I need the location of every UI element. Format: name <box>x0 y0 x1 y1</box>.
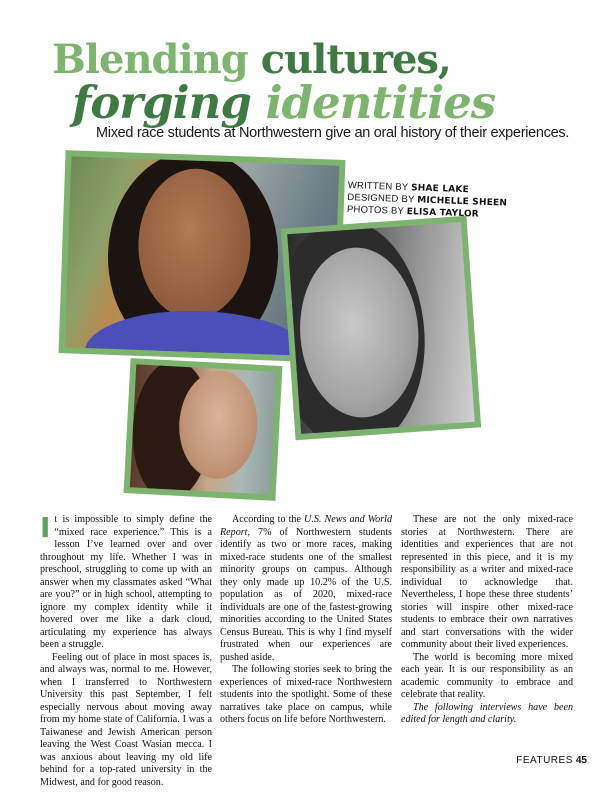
paragraph-2: Feeling out of place in most spaces is, and always was, normal to me. However, when I transferred to Northwestern University this past September, I felt especially nervous about moving away from my home state of California. I was a Taiwanese and Jewish American person leaving the West Coast Wasian mecca. I was anxious about leaving my old life behind for a top-rated university in the Midwest, and for good reason. <box>40 651 212 788</box>
paragraph-1-text: t is impossible to simply define the “mixed race experience.” This is a lesson I’ve learned over and over throughout my life. Whether I was in preschool, struggling to come up with an answer when my classmates asked “What are you?” or in high school, attempting to ignore my complex identity while it hovered over me like a dark cloud, articulating my experience has always been a struggle. <box>40 514 212 650</box>
credit-photographer-label: PHOTOS BY <box>346 203 405 217</box>
headline-word-cultures: cultures, <box>260 36 451 83</box>
credit-photographer-name: ELISA TAYLOR <box>406 207 480 220</box>
body-column-3 <box>401 514 573 727</box>
body-column-1 <box>40 511 212 789</box>
paragraph-3-text-a: According to the <box>232 514 305 525</box>
credit-designer-name: MICHELLE SHEEN <box>416 195 508 209</box>
page-number: 45 <box>575 755 587 766</box>
paragraph-1 <box>40 511 212 652</box>
subheadline: Mixed race students at Northwestern give an oral history of their experiences. <box>96 125 570 141</box>
photo-student-three-image <box>130 364 276 494</box>
photo-student-two <box>281 216 481 440</box>
paragraph-3-publication: U.S. News and World Report <box>220 514 393 538</box>
photo-student-three <box>124 358 283 501</box>
credits <box>347 180 508 222</box>
editor-note: The following interviews have been edited for length and clarity. <box>401 701 573 725</box>
headline-word-identities: identities <box>265 76 496 129</box>
credit-designer-label: DESIGNED BY <box>347 191 415 206</box>
credit-writer-label: WRITTEN BY <box>347 180 409 194</box>
page-footer <box>516 755 587 766</box>
paragraph-3 <box>220 514 392 664</box>
drop-cap: I <box>40 511 51 544</box>
body-column-2 <box>220 514 392 727</box>
photo-student-two-image <box>287 222 475 434</box>
photo-student-one-shirt <box>83 307 316 357</box>
headline-word-blending: Blending <box>52 36 248 83</box>
headline-word-forging: forging <box>72 76 251 129</box>
footer-section-name: FEATURES <box>516 755 573 766</box>
credit-writer-name: SHAE LAKE <box>410 183 470 196</box>
paragraph-6: The world is becoming more mixed each year. It is our responsibility as an academic community to embrace and celebrate that reality. <box>401 651 573 700</box>
paragraph-4: The following stories seek to bring the experiences of mixed-race Northwestern students into the spotlight. Some of these narratives take place on campus, while others focus on life before Northwestern. <box>220 664 392 725</box>
paragraph-3-text-b: , 7% of Northwestern students identify as two or more races, making mixed-race students one of the smallest minority groups on campus. Although they only made up 10.2% of the U.S. population as of 2020, mixed-race individuals are one of the fastest-growing minorities according to the United States Census Bureau. This is why I find myself frustrated when our experiences are pushed aside. <box>220 526 392 663</box>
paragraph-5: These are not the only mixed-race stories at Northwestern. There are identities and experiences that are not represented in this piece, and it is my responsibility as a writer and mixed-race individual to acknowledge that. Nevertheless, I hope these three students’ stories will inspire other mixed-race students to embrace their own narratives and start conversations with the wider community about their lived experiences. <box>401 514 573 650</box>
headline-line-2 <box>72 76 495 130</box>
